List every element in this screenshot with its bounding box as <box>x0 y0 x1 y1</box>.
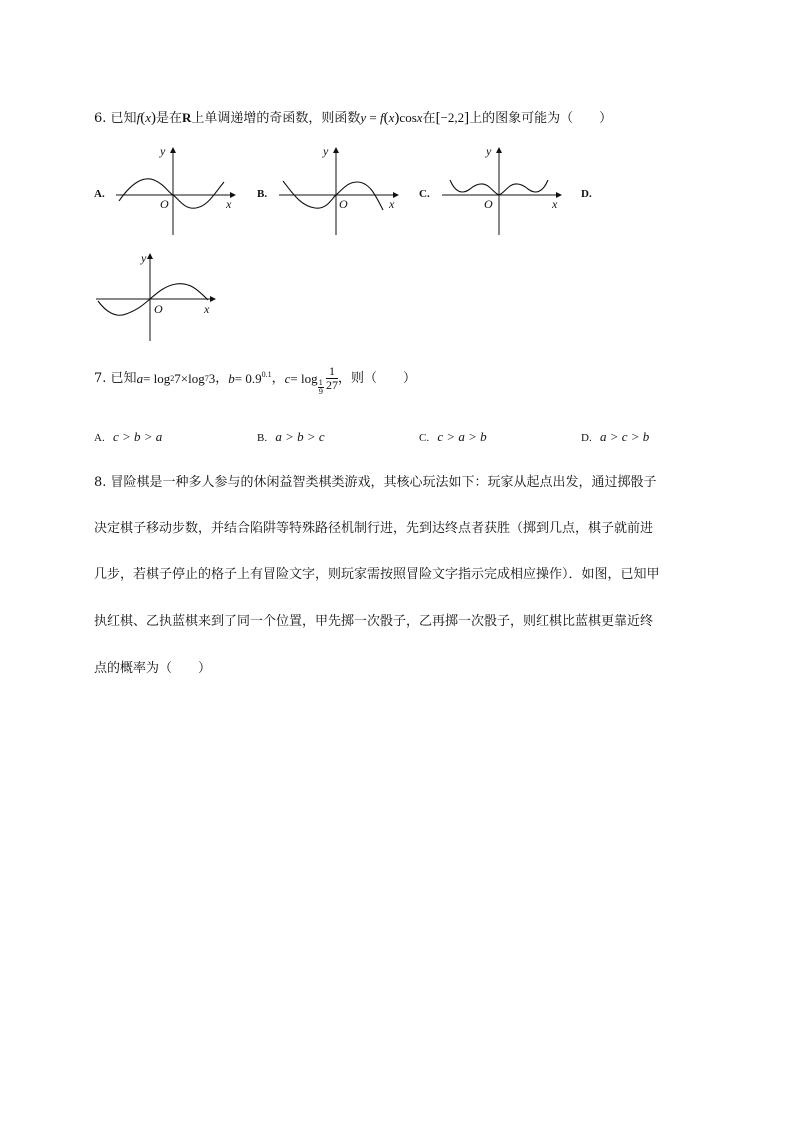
q7-c-log: = log <box>290 370 318 386</box>
q6-text: 已知 <box>110 111 137 126</box>
q6-f2: f <box>380 110 384 125</box>
q8-line-4: 执红棋、乙执蓝棋来到了同一个位置，甲先掷一次骰子，乙再掷一次骰子，则红棋比蓝棋更靠近终 <box>94 614 654 629</box>
q6-number: 6. <box>94 111 107 126</box>
q6-graph-b <box>277 144 402 236</box>
q6-paren2: ( <box>383 110 389 126</box>
q6-eq: = <box>366 110 381 125</box>
axis-x-label: x <box>389 197 395 211</box>
q6-option-a-label: A. <box>94 188 105 200</box>
q6-graph-a <box>114 144 239 236</box>
origin-label: O <box>154 302 163 316</box>
q6-option-b-label: B. <box>257 188 268 200</box>
q6-R: R <box>181 110 192 125</box>
axis-y-label: y <box>486 144 492 158</box>
q8-line-1: 8. 冒险棋是一种多人参与的休闲益智类棋类游戏，其核心玩法如下：玩家从起点出发，通过掷骰子 <box>94 475 657 490</box>
q8-line-3: 几步，若棋子停止的格子上有冒险文字，则玩家需按照冒险文字指示完成相应操作）．如图，已知甲 <box>94 567 660 582</box>
q7-option-a-label: A. <box>94 432 105 444</box>
axis-x-label: x <box>552 197 558 211</box>
q7-option-a-expr: c > b > a <box>112 429 163 444</box>
q6-paren2-close: ) <box>394 110 400 126</box>
axis-y-label: y <box>141 251 147 265</box>
q7-three: 3 <box>208 370 216 386</box>
q7-comma2: ， <box>271 370 285 386</box>
q7-b-value: = 0.9 <box>234 370 262 386</box>
q6-option-c-label: C. <box>419 188 430 200</box>
q7-option-d <box>581 428 649 447</box>
origin-label: O <box>160 197 169 211</box>
q7-option-b-label: B. <box>257 432 268 444</box>
q6-text4: 在 <box>422 111 436 126</box>
q7-end: ，则（ ） <box>338 370 417 386</box>
q6-interval: −2,2 <box>440 110 465 125</box>
q6-paren: ( <box>140 110 146 126</box>
q7-option-b-expr: a > b > c <box>275 429 325 444</box>
axis-y-label: y <box>160 144 166 158</box>
q6-graph-d <box>94 250 219 342</box>
q6-graph-c <box>440 144 565 236</box>
q6-bracket-close: ] <box>464 110 470 126</box>
q7-option-d-label: D. <box>581 432 592 444</box>
q7-number: 7. <box>94 370 107 386</box>
q7-frac-den: 27 <box>326 378 339 392</box>
q6-option-d-label: D. <box>581 188 592 200</box>
axis-y-label: y <box>323 144 329 158</box>
origin-label: O <box>339 197 348 211</box>
q7-b: b <box>228 370 235 386</box>
q7-frac <box>326 365 338 392</box>
q6-text5: 上的图象可能为（ ） <box>469 111 613 126</box>
q8-line-2: 决定棋子移动步数，并结合陷阱等特殊路径机制行进，先到达终点者获胜（掷到几点，棋子就前进 <box>94 521 654 536</box>
q7-comma: ， <box>215 370 229 386</box>
q6-stem <box>94 109 612 128</box>
q6-text3: 上单调递增的奇函数，则函数 <box>191 111 361 126</box>
q7-a: a <box>136 370 144 386</box>
q6-x2: x <box>388 110 395 125</box>
q6-text2: 是在 <box>155 111 182 126</box>
axis-x-label: x <box>204 302 210 316</box>
q8-line-5: 点的概率为（ ） <box>94 661 212 676</box>
q6-y: y <box>360 110 367 125</box>
q7-option-c <box>419 428 487 447</box>
q6-cos: cos <box>399 110 417 125</box>
q6-paren-close: ) <box>150 110 156 126</box>
q7-stem <box>94 364 417 396</box>
q6-f: f <box>136 110 141 125</box>
q7-base7: 7 <box>204 373 209 383</box>
q6-x3: x <box>416 110 423 125</box>
q7-option-d-expr: a > c > b <box>599 429 650 444</box>
q7-times: ×log <box>180 370 205 386</box>
q7-log-base-frac <box>318 379 324 396</box>
axis-x-label: x <box>226 197 232 211</box>
q6-x: x <box>145 110 151 125</box>
origin-label: O <box>484 197 493 211</box>
q7-frac-num: 1 <box>326 365 338 379</box>
q7-seven: 7 <box>174 370 181 386</box>
q6-bracket: [ <box>435 110 441 126</box>
q7-option-c-expr: c > a > b <box>437 429 487 444</box>
q7-log-base-den: 9 <box>318 388 324 396</box>
q7-option-b <box>257 428 325 447</box>
q7-exp: 0.1 <box>261 369 272 379</box>
q7-log: = log <box>143 370 171 386</box>
q7-base2: 2 <box>170 373 175 383</box>
q7-c: c <box>284 370 291 386</box>
q7-text: 已知 <box>110 370 137 386</box>
q7-log-base-num: 1 <box>318 379 324 387</box>
q7-option-a <box>94 428 162 447</box>
q7-option-c-label: C. <box>419 432 430 444</box>
